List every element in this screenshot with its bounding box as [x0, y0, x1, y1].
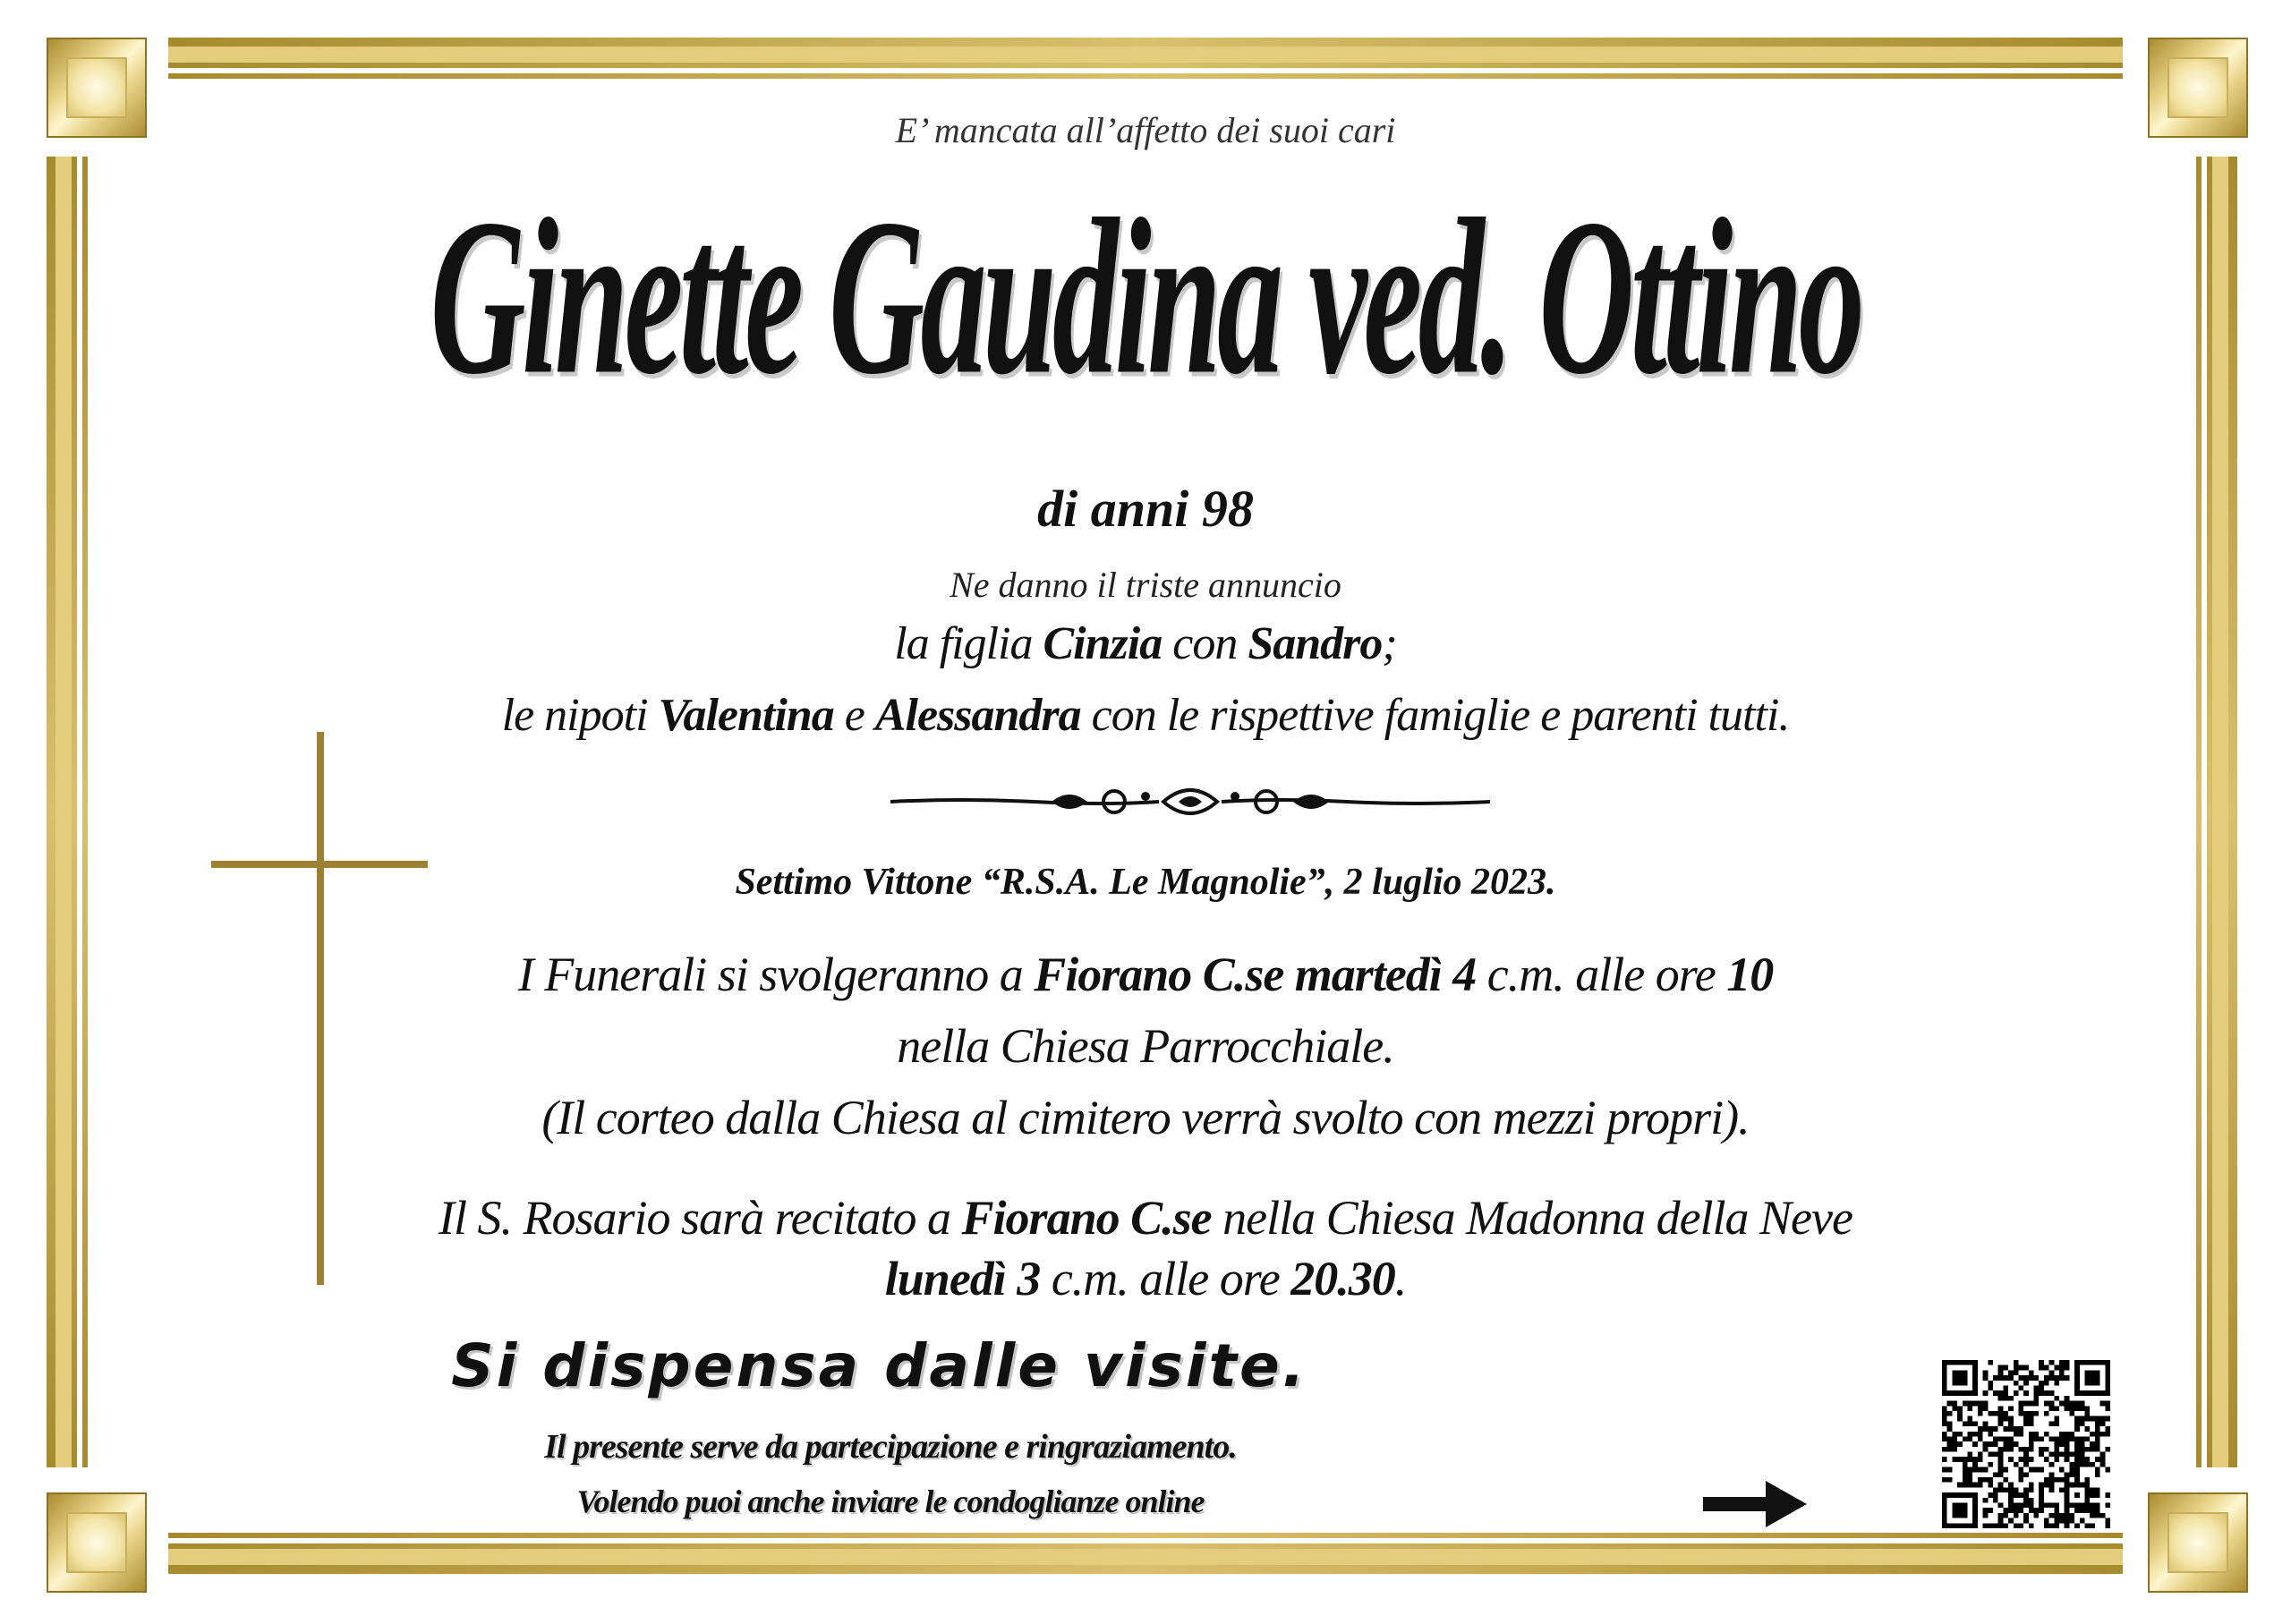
rosary-line-2: lunedì 3 c.m. alle ore 20.30.	[884, 1252, 1407, 1305]
qr-code-icon[interactable]	[1942, 1360, 2110, 1528]
announce-text: Ne danno il triste annuncio	[950, 565, 1341, 605]
deceased-name: Ginette Gaudina ved. Ottino	[430, 174, 1861, 421]
place-date: Settimo Vittone “R.S.A. Le Magnolie”, 2 luglio 2023.	[735, 862, 1556, 903]
family-line-1: la figlia Cinzia con Sandro;	[894, 618, 1397, 669]
frame-corner-bottom-right	[2148, 1492, 2248, 1593]
intro-text: E’ mancata all’affetto dei suoi cari	[895, 110, 1396, 150]
frame-bottom	[168, 1533, 2123, 1577]
family-line-2: le nipoti Valentina e Alessandra con le rispettive famiglie e parenti tutti.	[501, 690, 1790, 741]
visits-note: Si dispensa dalle visite.	[451, 1331, 1307, 1400]
online-condolences-note: Volendo puoi anche inviare le condoglianze online	[576, 1484, 1205, 1519]
age-text: di anni 98	[1037, 480, 1254, 538]
funeral-line-3: (Il corteo dalla Chiesa al cimitero verrà svolto con mezzi propri).	[541, 1091, 1750, 1144]
funeral-line-1: I Funerali si svolgeranno a Fiorano C.se martedì 4 c.m. alle ore 10	[517, 948, 1774, 1001]
serves-note: Il presente serve da partecipazione e ringraziamento.	[544, 1428, 1237, 1466]
ornament-divider-icon	[890, 780, 1490, 823]
funeral-line-2: nella Chiesa Parrocchiale.	[897, 1019, 1394, 1073]
frame-top	[168, 38, 2123, 82]
rosary-line-1: Il S. Rosario sarà recitato a Fiorano C.se nella Chiesa Madonna della Neve	[439, 1191, 1852, 1245]
arrow-right-icon	[1703, 1481, 1807, 1527]
